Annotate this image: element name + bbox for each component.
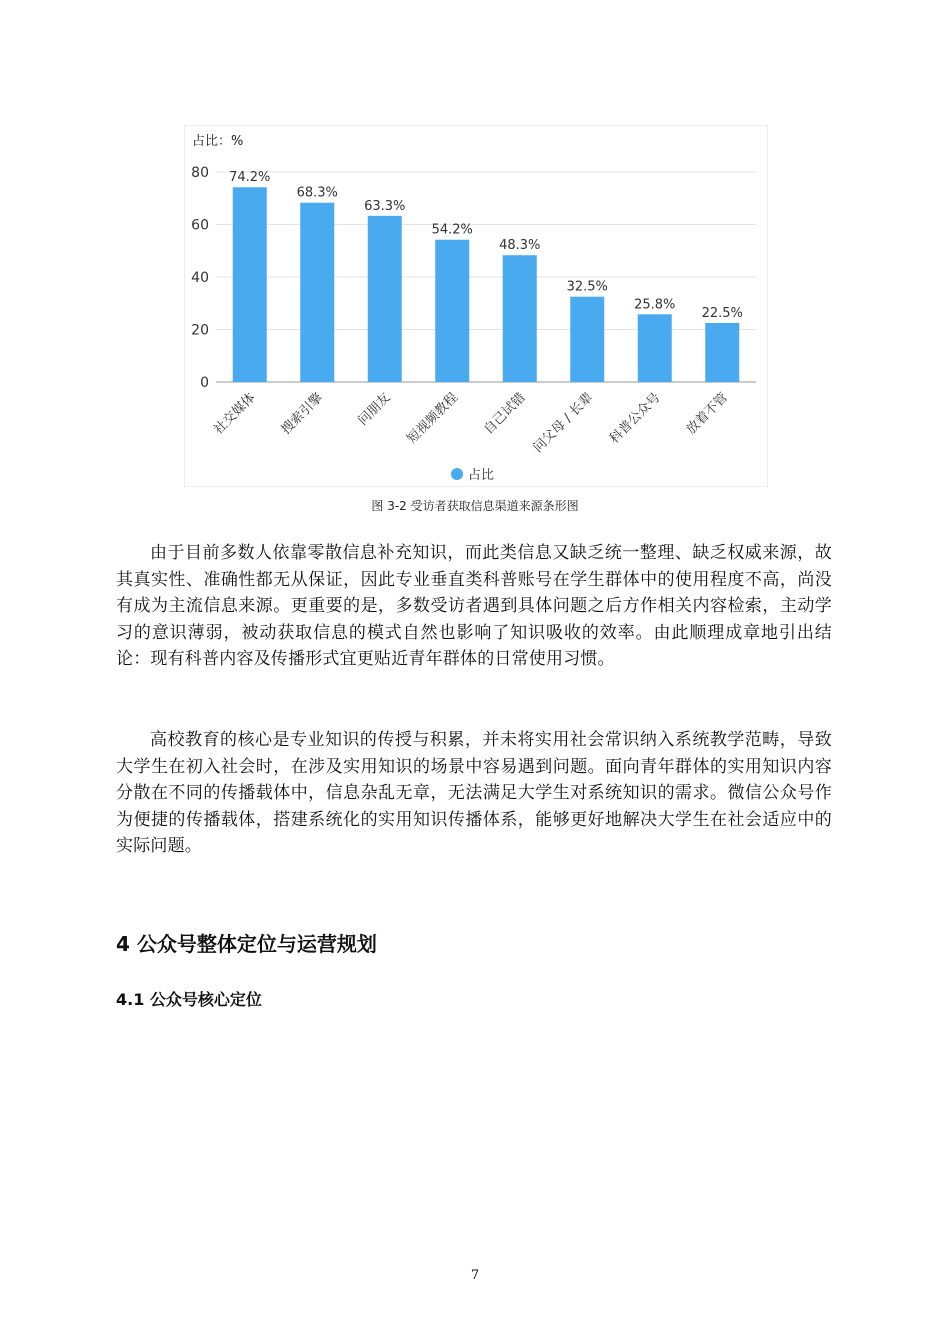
bar (570, 297, 604, 382)
bar (638, 314, 672, 382)
x-tick-label: 短视频教程 (404, 390, 462, 447)
data-label: 54.2% (431, 222, 473, 238)
data-label: 74.2% (229, 170, 271, 186)
bar (705, 323, 739, 382)
x-tick-label: 放着不管 (683, 390, 732, 438)
y-tick-label: 20 (191, 322, 209, 339)
page-number: 7 (470, 1268, 480, 1283)
bar (503, 255, 537, 382)
y-axis-label: 占比：% (192, 134, 244, 149)
x-tick-label: 搜索引擎 (278, 390, 327, 438)
y-tick-label: 60 (191, 217, 209, 234)
body-paragraph-2: 高校教育的核心是专业知识的传授与积累，并未将实用社会常识纳入系统教学范畴，导致大学生在初入社会时，在涉及实用知识的场景中容易遇到问题。面向青年群体的实用知识内容分散在不同的传播载体中，信息杂乱无章，无法满足大学生对系统知识的需求。微信公众号作为便捷的传播载体，搭建系统化的实用知识传播体系，能够更好地解决大学生在社会适应中的实际问题。 (116, 730, 832, 856)
y-tick-label: 80 (191, 165, 209, 181)
body-paragraph-1: 由于目前多数人依靠零散信息补充知识，而此类信息又缺乏统一整理、缺乏权威来源，故其真实性、准确性都无从保证，因此专业垂直类科普账号在学生群体中的使用程度不高，尚没有成为主流信息来源。更重要的是，多数受访者遇到具体问题之后方作相关内容检索，主动学习的意识薄弱，被动获取信息的模式自然也影响了知识吸收的效率。由此顺理成章地引出结论：现有科普内容及传播形式宜更贴近青年群体的日常使用习惯。 (116, 543, 832, 669)
chart-svg (184, 125, 768, 487)
section-heading: 4 公众号整体定位与运营规划 (116, 932, 377, 956)
legend-label: 占比 (468, 468, 495, 483)
data-label: 48.3% (499, 238, 541, 254)
subsection-heading: 4.1 公众号核心定位 (116, 990, 262, 1009)
y-tick-label: 40 (191, 270, 209, 286)
data-label: 22.5% (701, 305, 743, 321)
legend-marker (451, 468, 463, 480)
x-tick-label: 自己试错 (481, 390, 529, 438)
data-label: 68.3% (296, 185, 338, 201)
bar (233, 187, 267, 382)
data-label: 63.3% (364, 198, 406, 214)
x-tick-label: 问父母 / 长辈 (530, 390, 597, 456)
data-label: 25.8% (634, 297, 676, 313)
x-tick-label: 科普公众号 (606, 390, 664, 447)
bar (435, 240, 469, 382)
y-tick-label: 0 (200, 375, 209, 391)
bar-chart (184, 125, 768, 487)
bar (368, 216, 402, 382)
x-tick-label: 社交媒体 (211, 390, 259, 438)
bar (300, 203, 334, 382)
figure-caption: 图 3-2 受访者获取信息渠道来源条形图 (371, 499, 579, 513)
x-tick-label: 问朋友 (355, 390, 394, 429)
data-label: 32.5% (566, 279, 608, 295)
